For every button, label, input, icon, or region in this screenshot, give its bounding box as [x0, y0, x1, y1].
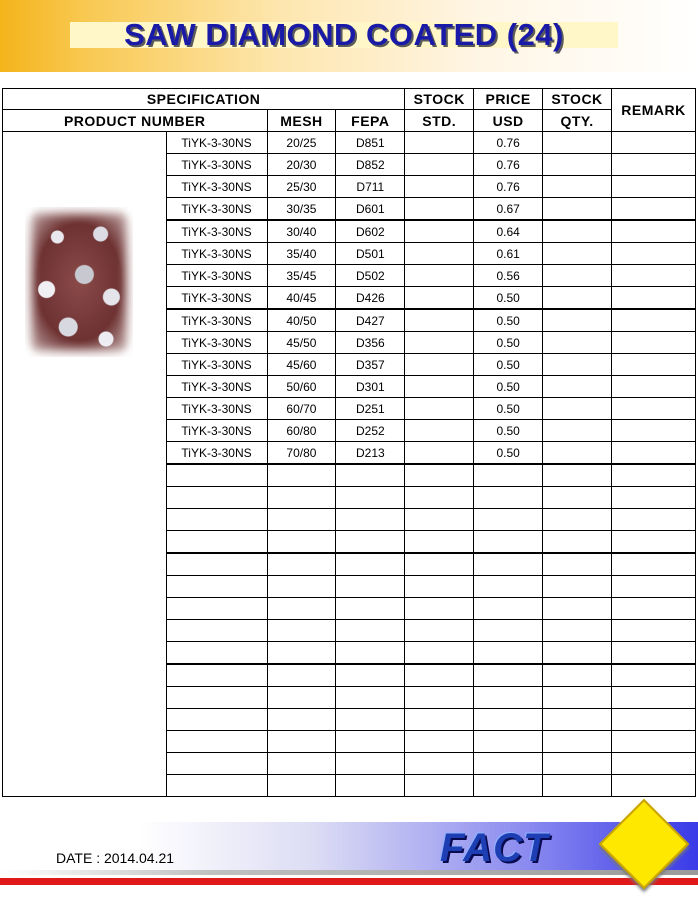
- header-stock-std-2: STD.: [405, 110, 474, 132]
- cell-mesh: [267, 576, 336, 598]
- cell-price: 0.50: [474, 354, 543, 376]
- cell-remark: [612, 664, 696, 687]
- cell-fepa: D427: [336, 309, 405, 332]
- cell-stock-qty: [543, 309, 612, 332]
- cell-stock-std: [405, 509, 474, 531]
- table-row: [3, 132, 696, 154]
- cell-mesh: 40/45: [267, 287, 336, 310]
- cell-mesh: 35/45: [267, 265, 336, 287]
- cell-stock-qty: [543, 132, 612, 154]
- cell-mesh: [267, 709, 336, 731]
- cell-stock-std: [405, 442, 474, 465]
- cell-stock-std: [405, 775, 474, 797]
- cell-price: 0.76: [474, 154, 543, 176]
- cell-remark: [612, 487, 696, 509]
- cell-fepa: D501: [336, 243, 405, 265]
- cell-stock-std: [405, 531, 474, 554]
- cell-remark: [612, 198, 696, 221]
- cell-stock-qty: [543, 376, 612, 398]
- cell-mesh: 50/60: [267, 376, 336, 398]
- cell-stock-std: [405, 687, 474, 709]
- cell-remark: [612, 420, 696, 442]
- cell-stock-qty: [543, 354, 612, 376]
- cell-price: [474, 775, 543, 797]
- cell-stock-std: [405, 132, 474, 154]
- cell-price: [474, 509, 543, 531]
- cell-remark: [612, 309, 696, 332]
- cell-price: [474, 753, 543, 775]
- cell-mesh: [267, 687, 336, 709]
- header-stock-qty-1: STOCK: [543, 89, 612, 110]
- cell-fepa: [336, 620, 405, 642]
- cell-mesh: 30/35: [267, 198, 336, 221]
- cell-remark: [612, 509, 696, 531]
- cell-price: [474, 531, 543, 554]
- cell-fepa: D711: [336, 176, 405, 198]
- cell-remark: [612, 687, 696, 709]
- cell-stock-std: [405, 354, 474, 376]
- cell-remark: [612, 398, 696, 420]
- cell-product: [166, 642, 267, 665]
- cell-fepa: D852: [336, 154, 405, 176]
- cell-stock-qty: [543, 464, 612, 487]
- cell-product: [166, 553, 267, 576]
- header-stock-std-1: STOCK: [405, 89, 474, 110]
- cell-mesh: 20/30: [267, 154, 336, 176]
- cell-product: [166, 775, 267, 797]
- cell-fepa: [336, 731, 405, 753]
- footer-gray-line: [0, 870, 698, 875]
- cell-mesh: 40/50: [267, 309, 336, 332]
- cell-product: [166, 687, 267, 709]
- cell-mesh: 70/80: [267, 442, 336, 465]
- cell-mesh: 35/40: [267, 243, 336, 265]
- cell-price: 0.50: [474, 398, 543, 420]
- cell-product: TiYK-3-30NS: [166, 354, 267, 376]
- cell-stock-std: [405, 332, 474, 354]
- cell-stock-qty: [543, 176, 612, 198]
- cell-stock-qty: [543, 731, 612, 753]
- cell-fepa: [336, 531, 405, 554]
- cell-stock-qty: [543, 287, 612, 310]
- cell-mesh: [267, 598, 336, 620]
- cell-product: [166, 598, 267, 620]
- cell-stock-std: [405, 598, 474, 620]
- cell-product: TiYK-3-30NS: [166, 132, 267, 154]
- cell-fepa: D602: [336, 220, 405, 243]
- cell-remark: [612, 243, 696, 265]
- cell-stock-std: [405, 576, 474, 598]
- cell-fepa: [336, 509, 405, 531]
- cell-stock-std: [405, 265, 474, 287]
- cell-stock-std: [405, 220, 474, 243]
- cell-stock-std: [405, 664, 474, 687]
- cell-price: 0.61: [474, 243, 543, 265]
- cell-price: 0.76: [474, 176, 543, 198]
- cell-price: [474, 553, 543, 576]
- cell-fepa: D851: [336, 132, 405, 154]
- cell-price: [474, 464, 543, 487]
- cell-price: 0.56: [474, 265, 543, 287]
- cell-fepa: D601: [336, 198, 405, 221]
- cell-remark: [612, 464, 696, 487]
- cell-mesh: 20/25: [267, 132, 336, 154]
- cell-product: [166, 731, 267, 753]
- cell-fepa: D426: [336, 287, 405, 310]
- cell-stock-std: [405, 176, 474, 198]
- cell-remark: [612, 731, 696, 753]
- cell-mesh: 60/70: [267, 398, 336, 420]
- cell-product: TiYK-3-30NS: [166, 198, 267, 221]
- cell-stock-qty: [543, 509, 612, 531]
- cell-product: TiYK-3-30NS: [166, 154, 267, 176]
- cell-mesh: [267, 553, 336, 576]
- cell-fepa: D356: [336, 332, 405, 354]
- cell-fepa: D301: [336, 376, 405, 398]
- cell-remark: [612, 753, 696, 775]
- header-mesh: MESH: [267, 110, 336, 132]
- cell-mesh: [267, 775, 336, 797]
- cell-product: TiYK-3-30NS: [166, 265, 267, 287]
- cell-fepa: [336, 642, 405, 665]
- header-specification: SPECIFICATION: [3, 89, 405, 110]
- cell-product: [166, 487, 267, 509]
- cell-fepa: [336, 487, 405, 509]
- price-table-wrapper: [2, 88, 696, 799]
- cell-price: [474, 576, 543, 598]
- cell-fepa: D213: [336, 442, 405, 465]
- cell-mesh: 30/40: [267, 220, 336, 243]
- cell-product: TiYK-3-30NS: [166, 332, 267, 354]
- cell-mesh: 25/30: [267, 176, 336, 198]
- cell-stock-std: [405, 487, 474, 509]
- cell-stock-qty: [543, 154, 612, 176]
- cell-price: [474, 620, 543, 642]
- cell-fepa: [336, 687, 405, 709]
- cell-price: 0.64: [474, 220, 543, 243]
- cell-stock-qty: [543, 753, 612, 775]
- cell-stock-qty: [543, 576, 612, 598]
- cell-remark: [612, 598, 696, 620]
- cell-product: TiYK-3-30NS: [166, 243, 267, 265]
- cell-mesh: [267, 531, 336, 554]
- cell-remark: [612, 287, 696, 310]
- cell-stock-std: [405, 398, 474, 420]
- cell-fepa: D252: [336, 420, 405, 442]
- cell-remark: [612, 531, 696, 554]
- product-photo-cell: [3, 132, 167, 797]
- cell-stock-std: [405, 376, 474, 398]
- cell-price: [474, 709, 543, 731]
- cell-remark: [612, 132, 696, 154]
- cell-fepa: D357: [336, 354, 405, 376]
- cell-stock-qty: [543, 642, 612, 665]
- cell-remark: [612, 620, 696, 642]
- cell-price: 0.50: [474, 309, 543, 332]
- cell-product: TiYK-3-30NS: [166, 287, 267, 310]
- cell-price: 0.50: [474, 332, 543, 354]
- cell-price: 0.50: [474, 420, 543, 442]
- cell-stock-std: [405, 642, 474, 665]
- cell-price: 0.50: [474, 376, 543, 398]
- cell-stock-qty: [543, 243, 612, 265]
- cell-stock-qty: [543, 332, 612, 354]
- table-body: [3, 132, 696, 797]
- cell-remark: [612, 442, 696, 465]
- header-price-1: PRICE: [474, 89, 543, 110]
- cell-remark: [612, 553, 696, 576]
- header-product-number: PRODUCT NUMBER: [3, 110, 268, 132]
- cell-product: TiYK-3-30NS: [166, 376, 267, 398]
- cell-product: TiYK-3-30NS: [166, 309, 267, 332]
- cell-stock-std: [405, 620, 474, 642]
- cell-mesh: 60/80: [267, 420, 336, 442]
- cell-remark: [612, 220, 696, 243]
- cell-product: [166, 709, 267, 731]
- cell-price: [474, 598, 543, 620]
- cell-mesh: [267, 664, 336, 687]
- cell-stock-qty: [543, 220, 612, 243]
- cell-stock-std: [405, 287, 474, 310]
- cell-product: [166, 664, 267, 687]
- cell-fepa: [336, 775, 405, 797]
- cell-fepa: [336, 709, 405, 731]
- cell-remark: [612, 154, 696, 176]
- cell-stock-qty: [543, 709, 612, 731]
- cell-mesh: [267, 620, 336, 642]
- cell-price: [474, 731, 543, 753]
- cell-product: [166, 620, 267, 642]
- cell-product: [166, 509, 267, 531]
- cell-stock-std: [405, 709, 474, 731]
- cell-product: [166, 531, 267, 554]
- page-title: SAW DIAMOND COATED (24): [124, 17, 564, 52]
- cell-stock-qty: [543, 775, 612, 797]
- cell-stock-std: [405, 553, 474, 576]
- cell-price: 0.50: [474, 287, 543, 310]
- cell-fepa: [336, 576, 405, 598]
- cell-stock-qty: [543, 553, 612, 576]
- cell-remark: [612, 376, 696, 398]
- cell-fepa: D502: [336, 265, 405, 287]
- cell-remark: [612, 176, 696, 198]
- cell-stock-qty: [543, 265, 612, 287]
- cell-stock-qty: [543, 420, 612, 442]
- cell-mesh: [267, 487, 336, 509]
- cell-product: TiYK-3-30NS: [166, 398, 267, 420]
- cell-product: TiYK-3-30NS: [166, 420, 267, 442]
- cell-price: [474, 642, 543, 665]
- cell-mesh: [267, 464, 336, 487]
- cell-stock-std: [405, 154, 474, 176]
- cell-remark: [612, 775, 696, 797]
- cell-remark: [612, 354, 696, 376]
- cell-mesh: [267, 509, 336, 531]
- header-fepa: FEPA: [336, 110, 405, 132]
- cell-stock-std: [405, 198, 474, 221]
- cell-mesh: [267, 642, 336, 665]
- cell-stock-qty: [543, 531, 612, 554]
- cell-price: [474, 664, 543, 687]
- cell-product: [166, 464, 267, 487]
- cell-stock-qty: [543, 198, 612, 221]
- cell-mesh: [267, 731, 336, 753]
- cell-stock-std: [405, 753, 474, 775]
- cell-product: TiYK-3-30NS: [166, 176, 267, 198]
- cell-stock-std: [405, 243, 474, 265]
- cell-price: [474, 487, 543, 509]
- cell-mesh: [267, 753, 336, 775]
- cell-price: 0.76: [474, 132, 543, 154]
- cell-fepa: [336, 553, 405, 576]
- cell-stock-qty: [543, 664, 612, 687]
- cell-price: 0.67: [474, 198, 543, 221]
- date-label: DATE : 2014.04.21: [56, 850, 175, 866]
- cell-product: [166, 753, 267, 775]
- cell-fepa: [336, 664, 405, 687]
- cell-stock-std: [405, 420, 474, 442]
- cell-mesh: 45/50: [267, 332, 336, 354]
- header-stock-qty-2: QTY.: [543, 110, 612, 132]
- header-price-2: USD: [474, 110, 543, 132]
- cell-stock-std: [405, 309, 474, 332]
- cell-fepa: [336, 464, 405, 487]
- cell-fepa: D251: [336, 398, 405, 420]
- cell-product: TiYK-3-30NS: [166, 442, 267, 465]
- diamond-logo-icon: [599, 799, 690, 890]
- cell-stock-qty: [543, 398, 612, 420]
- cell-product: TiYK-3-30NS: [166, 220, 267, 243]
- cell-stock-std: [405, 464, 474, 487]
- cell-remark: [612, 332, 696, 354]
- cell-remark: [612, 576, 696, 598]
- cell-stock-std: [405, 731, 474, 753]
- cell-stock-qty: [543, 598, 612, 620]
- cell-remark: [612, 642, 696, 665]
- cell-price: 0.50: [474, 442, 543, 465]
- price-table: [2, 88, 696, 797]
- cell-fepa: [336, 598, 405, 620]
- footer-red-line: [0, 878, 698, 885]
- cell-remark: [612, 265, 696, 287]
- cell-remark: [612, 709, 696, 731]
- cell-fepa: [336, 753, 405, 775]
- cell-stock-qty: [543, 687, 612, 709]
- diamond-grit-photo: [25, 207, 133, 357]
- cell-price: [474, 687, 543, 709]
- cell-product: [166, 576, 267, 598]
- cell-stock-qty: [543, 620, 612, 642]
- header-remark: REMARK: [612, 89, 696, 132]
- fact-logo: FACT: [440, 826, 549, 870]
- cell-stock-qty: [543, 442, 612, 465]
- cell-stock-qty: [543, 487, 612, 509]
- cell-mesh: 45/60: [267, 354, 336, 376]
